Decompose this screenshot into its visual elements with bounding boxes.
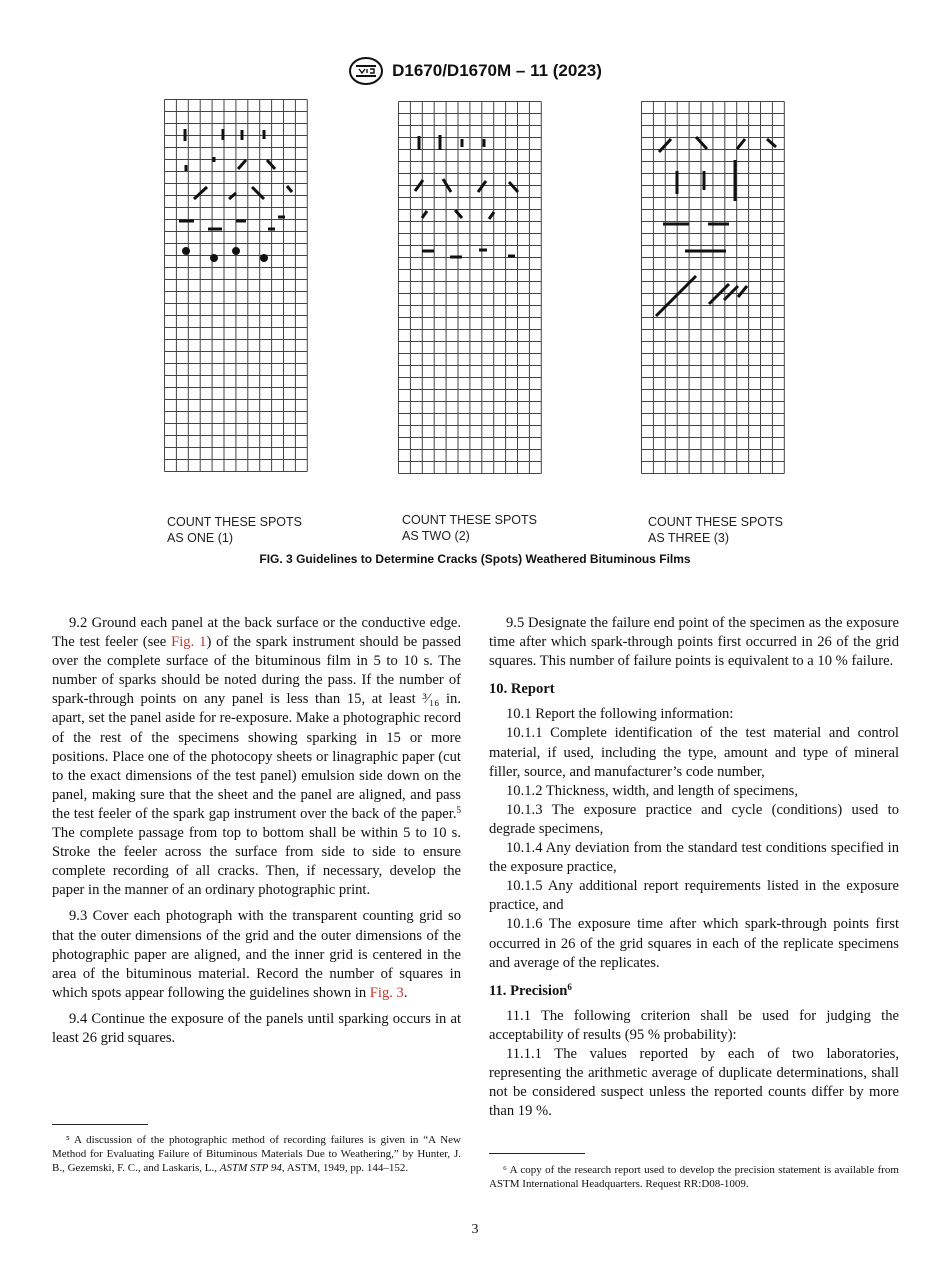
panel-three-caption bbox=[648, 514, 783, 546]
caption-line: COUNT THESE SPOTS bbox=[167, 515, 302, 529]
text: 11. Precision bbox=[489, 982, 568, 999]
paragraph-9-5: 9.5 Designate the failure end point of the specimen as the exposure time after which spark-through points first occurred in 26 of the grid squares. This number of failure points is equivalent to a 10 % failure. bbox=[489, 615, 899, 670]
paragraph-11-1-1: 11.1.1 The values reported by each of two laboratories, representing the arithmetic average of duplicate determinations, shall not be considered suspect unless the reported counts differ by more than 19 %. bbox=[489, 1045, 899, 1120]
footnote-6 bbox=[489, 1163, 899, 1191]
footnote-divider bbox=[52, 1124, 148, 1125]
grid-panel-three bbox=[641, 101, 786, 475]
grid-panel-one bbox=[164, 99, 309, 473]
paragraph-10-1-1: 10.1.1 Complete identification of the test material and control material, if used, including the type, amount and type of mineral filler, source, and manufacturer’s code number, bbox=[489, 725, 899, 780]
text: , ASTM, 1949, pp. 144–152. bbox=[281, 1162, 409, 1174]
footnote-5-ref[interactable]: 5 bbox=[456, 804, 461, 815]
text: ) of the spark instrument should be passed over the complete surface of the bituminous film in 5 to 10 s. The number of sparks should be noted during the pass. If the number of spark-through points on any panel is less than 15, at least ³⁄₁₆ in. apart, set the panel aside for re-exposure. Make a photographic record of the rest of the specimens showing sparking in 15 or more positions. Place one of the photocopy sheets or linagraphic paper (cut to the exact dimensions of the test panel) emulsion side down on the panel, making sure that the sheet and the panel are aligned, and pass the test feeler of the spark gap instrument over the back of the paper. bbox=[52, 634, 462, 822]
paragraph-9-4: 9.4 Continue the exposure of the panels until sparking occurs in at least 26 grid squares. bbox=[52, 1010, 461, 1046]
fig-3-link[interactable]: Fig. 3 bbox=[369, 984, 404, 1001]
paragraph-10-1-4: 10.1.4 Any deviation from the standard test conditions specified in the exposure practice, bbox=[489, 840, 899, 876]
paragraph-10-1-6: 10.1.6 The exposure time after which spark-through points first occurred in 26 of the grid squares in each of the replicate specimens and average of the replicates. bbox=[489, 916, 899, 971]
paragraph-10-1-2: 10.1.2 Thickness, width, and length of specimens, bbox=[506, 782, 798, 799]
paragraph-9-3 bbox=[52, 907, 461, 1002]
caption-line: AS TWO (2) bbox=[402, 529, 470, 543]
text: ASTM STP 94 bbox=[219, 1162, 282, 1174]
document-number: D1670/D1670M – 11 (2023) bbox=[392, 61, 602, 80]
grid-panel-two bbox=[398, 101, 543, 475]
left-column bbox=[52, 614, 461, 1048]
text: ⁶ A copy of the research report used to develop the precision statement is available from ASTM International Headquarters. Request RR:D08-1009. bbox=[489, 1164, 899, 1190]
fig-1-link[interactable]: Fig. 1 bbox=[171, 634, 207, 651]
footnote-5 bbox=[52, 1133, 461, 1175]
paragraph-11-1: 11.1 The following criterion shall be used for judging the acceptability of results (95 % probability): bbox=[489, 1007, 899, 1043]
caption-line: AS THREE (3) bbox=[648, 531, 730, 545]
text: The complete passage from top to bottom shall be within 5 to 10 s. Stroke the feeler across the surface from side to side to ensure complete recording of all cracks. Then, if necessary, develop the paper in the manner of an ordinary photographic print. bbox=[52, 825, 461, 899]
footnote-divider bbox=[489, 1153, 585, 1154]
text: 9.2 Ground each panel at the back surface or the conductive edge. The test feeler (see bbox=[52, 615, 461, 651]
right-column bbox=[489, 614, 899, 1121]
paragraph-10-1-3: 10.1.3 The exposure practice and cycle (conditions) used to degrade specimens, bbox=[489, 801, 899, 837]
text: . bbox=[403, 984, 408, 1001]
page-header bbox=[0, 56, 950, 86]
paragraph-10-1: 10.1 Report the following information: bbox=[506, 706, 734, 723]
text: 9.3 Cover each photograph with the transparent counting grid so that the outer dimensions of the grid and the outer dimensions of the photographic paper are aligned, and the inner grid is centered in the area of the bituminous material. Record the number of squares in which spots appear following the guidelines shown in bbox=[52, 908, 461, 1001]
panel-two-caption bbox=[402, 512, 537, 544]
figure-caption: FIG. 3 Guidelines to Determine Cracks (Spots) Weathered Bituminous Films bbox=[259, 552, 691, 566]
text: ⁵ A discussion of the photographic method of recording failures is given in “A New Method for Evaluating Failure of Bituminous Materials Due to Weathering,” by Hunter, J. B., Gezemski, F. C., and Laskaris, L., bbox=[52, 1134, 461, 1174]
section-10-heading: 10. Report bbox=[489, 681, 555, 698]
panel-one-caption bbox=[167, 514, 302, 546]
footnote-6-ref[interactable]: 6 bbox=[567, 981, 572, 992]
paragraph-9-2 bbox=[52, 614, 461, 900]
page-number: 3 bbox=[471, 1222, 479, 1237]
caption-line: COUNT THESE SPOTS bbox=[648, 515, 783, 529]
caption-line: COUNT THESE SPOTS bbox=[402, 513, 537, 527]
section-11-heading bbox=[489, 982, 899, 1001]
caption-line: AS ONE (1) bbox=[167, 531, 233, 545]
astm-logo-icon bbox=[348, 56, 384, 86]
paragraph-10-1-5: 10.1.5 Any additional report requirements listed in the exposure practice, and bbox=[489, 878, 899, 914]
